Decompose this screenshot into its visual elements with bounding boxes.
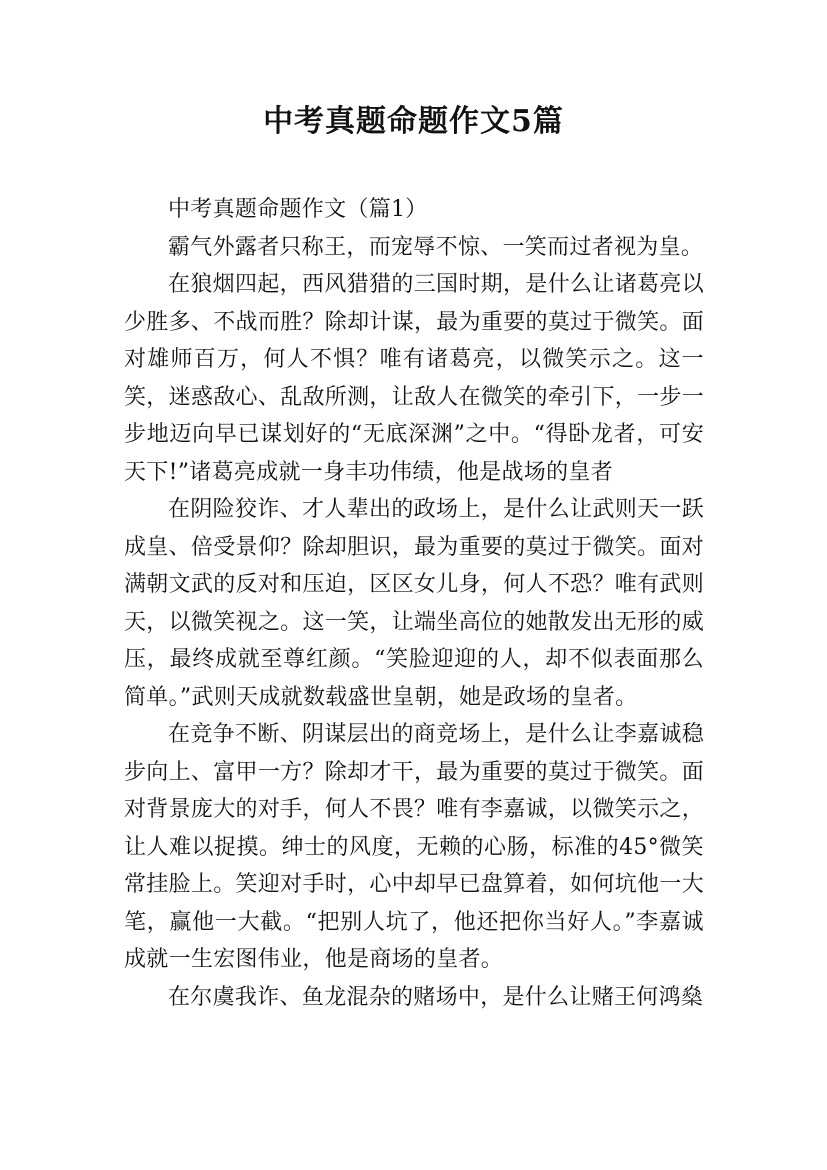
paragraph: 在狼烟四起，西风猎猎的三国时期，是什么让诸葛亮以少胜多、不战而胜？除却计谋，最为重要的莫过于微笑。面对雄师百万，何人不惧？唯有诸葛亮，以微笑示之。这一笑，迷惑敌心、乱敌所测，让敌人在微笑的牵引下，一步一步地迈向早已谋划好的“无底深渊”之中。“得卧龙者，可安天下!”诸葛亮成就一身丰功伟绩，他是战场的皇者 [124,272,704,485]
paragraph: 在阴险狡诈、才人辈出的政场上，是什么让武则天一跃成皇、倍受景仰？除却胆识，最为重要的莫过于微笑。面对满朝文武的反对和压迫，区区女儿身，何人不恐？唯有武则天，以微笑视之。这一笑，让端坐高位的她散发出无形的威压，最终成就至尊红颜。“笑脸迎迎的人，却不似表面那么简单。”武则天成就数载盛世皇朝，她是政场的皇者。 [124,497,704,710]
document-body [124,191,704,1016]
paragraph: 霸气外露者只称王，而宠辱不惊、一笑而过者视为皇。 [168,234,704,260]
section-heading: 中考真题命题作文（篇1） [168,197,428,222]
document-title: 中考真题命题作文5篇 [263,104,564,139]
paragraph: 在尔虞我诈、鱼龙混杂的赌场中，是什么让赌王何鸿燊 [168,984,704,1010]
paragraph: 在竞争不断、阴谋层出的商竞场上，是什么让李嘉诚稳步向上、富甲一方？除却才干，最为重要的莫过于微笑。面对背景庞大的对手，何人不畏？唯有李嘉诚，以微笑示之，让人难以捉摸。绅士的风度，无赖的心肠，标准的45°微笑常挂脸上。笑迎对手时，心中却早已盘算着，如何坑他一大笔，赢他一大截。“把别人坑了，他还把你当好人。”李嘉诚成就一生宏图伟业，他是商场的皇者。 [124,722,704,972]
